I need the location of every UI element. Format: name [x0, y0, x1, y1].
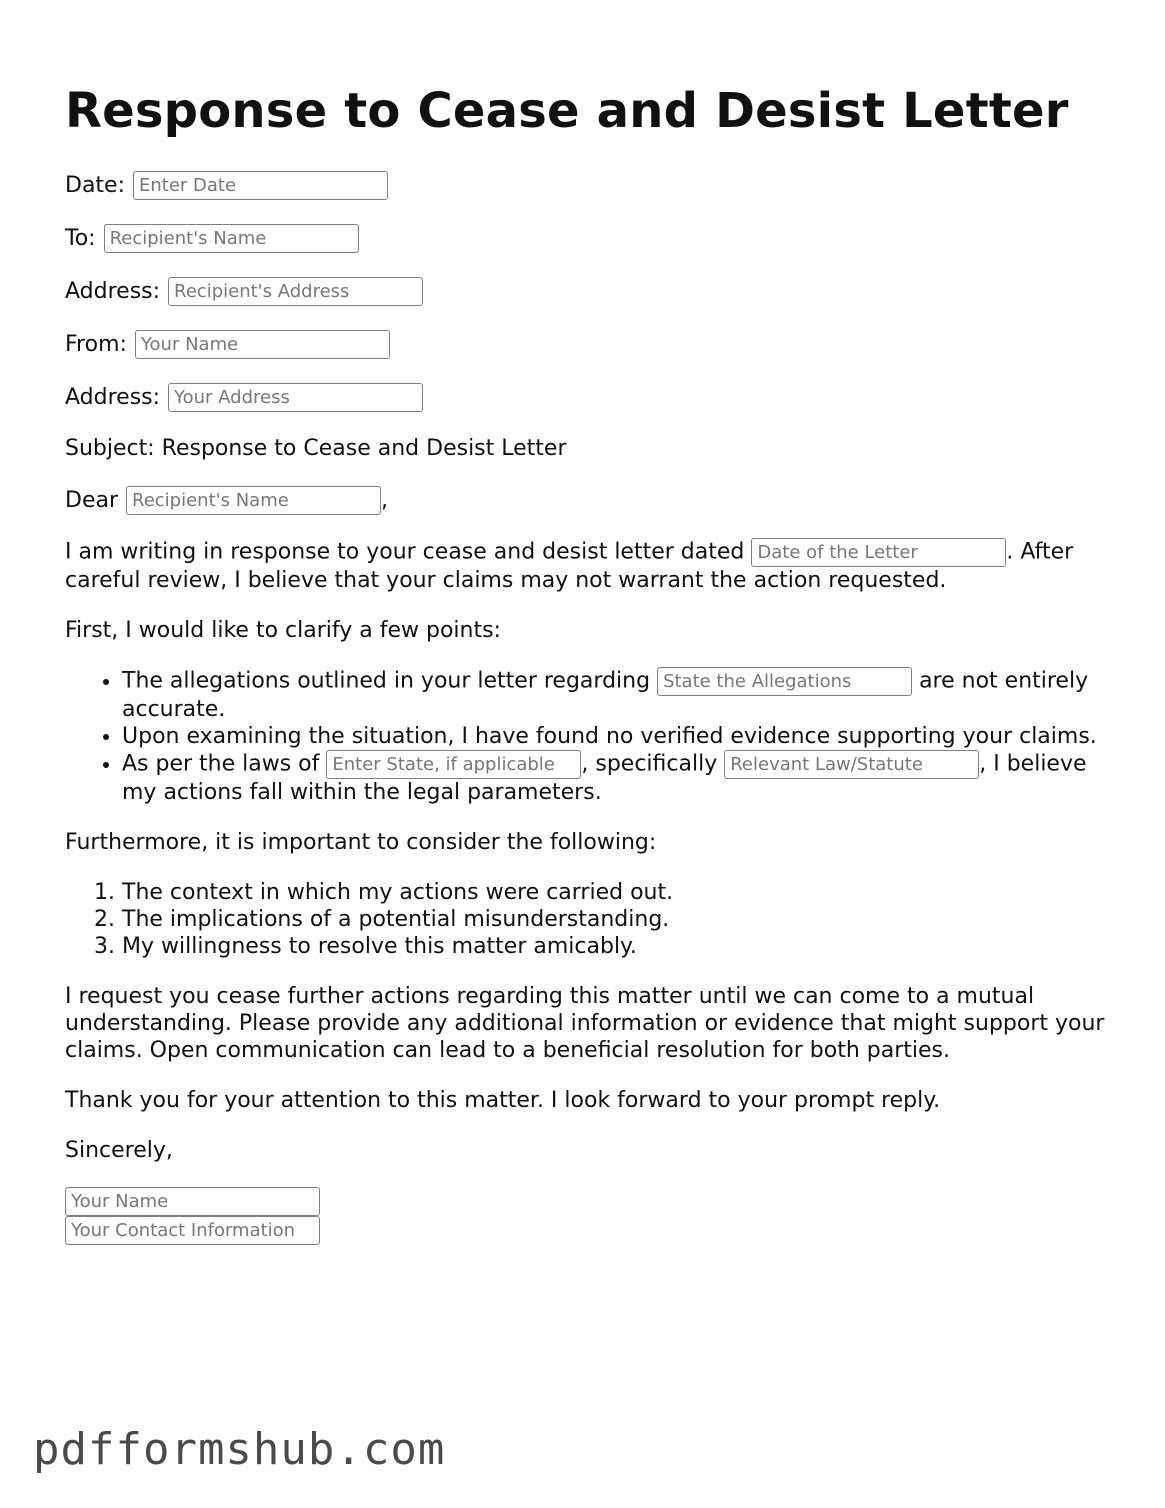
watermark: pdfformshub.com	[33, 1424, 446, 1475]
bullet1-after: are not entirely accurate.	[122, 668, 1089, 722]
date-input[interactable]	[133, 171, 388, 200]
list-item	[122, 667, 1115, 723]
greeting-dear: Dear	[65, 487, 119, 513]
list-item	[122, 750, 1115, 806]
to-row	[65, 223, 1115, 253]
bullet1-before: The allegations outlined in your letter regarding	[122, 668, 651, 694]
intro-paragraph	[65, 538, 1115, 594]
page-title: Response to Cease and Desist Letter	[65, 83, 1069, 139]
consider-intro: Furthermore, it is important to consider the following:	[65, 830, 657, 855]
recipient-address-label: Address:	[65, 278, 161, 304]
sender-address-row	[65, 382, 1115, 412]
recipient-address-row	[65, 276, 1115, 306]
list-item: 3. My willingness to resolve this matter amicably.	[122, 933, 1115, 960]
subject-line: Subject: Response to Cease and Desist Letter	[65, 436, 567, 461]
greeting-comma: ,	[381, 487, 389, 513]
recipient-name-input[interactable]	[104, 224, 359, 253]
intro-text-after: . After careful review, I believe that your claims may not warrant the action requested.	[65, 539, 1074, 593]
bullet3-before: As per the laws of	[122, 751, 320, 777]
recipient-address-input[interactable]	[168, 277, 423, 306]
consideration-list	[65, 879, 1115, 960]
closing: Sincerely,	[65, 1138, 173, 1163]
law-statute-input[interactable]	[724, 750, 979, 779]
to-label: To:	[65, 225, 96, 251]
bullet3-after: , I believe my actions fall within the legal parameters.	[122, 751, 1087, 805]
sender-address-label: Address:	[65, 384, 161, 410]
request-paragraph: I request you cease further actions regarding this matter until we can come to a mutual understanding. Please provide any additional information or evidence that might support your claims. Open communication can lead to a beneficial resolution for both parties.	[65, 984, 1105, 1063]
thanks-paragraph: Thank you for your attention to this matter. I look forward to your prompt reply.	[65, 1088, 941, 1113]
from-label: From:	[65, 331, 127, 357]
bullet3-mid: , specifically	[581, 751, 718, 777]
list-item: 2. The implications of a potential misunderstanding.	[122, 906, 1115, 933]
clarification-list	[65, 667, 1115, 806]
sender-name-input[interactable]	[135, 330, 390, 359]
greeting-name-input[interactable]	[126, 486, 381, 515]
state-input[interactable]	[326, 750, 581, 779]
intro-text-before: I am writing in response to your cease and desist letter dated	[65, 539, 745, 565]
clarify-intro: First, I would like to clarify a few points:	[65, 618, 501, 643]
date-row	[65, 170, 1115, 200]
list-item: • Upon examining the situation, I have found no verified evidence supporting your claims.	[122, 723, 1115, 750]
letter-page	[65, 80, 1115, 1245]
date-label: Date:	[65, 172, 125, 198]
letter-date-input[interactable]	[751, 538, 1006, 567]
contact-info-input[interactable]	[65, 1216, 320, 1245]
allegations-input[interactable]	[657, 667, 912, 696]
list-item: 1. The context in which my actions were carried out.	[122, 879, 1115, 906]
greeting-row	[65, 485, 1115, 515]
sender-address-input[interactable]	[168, 383, 423, 412]
signature-name-input[interactable]	[65, 1187, 320, 1216]
from-row	[65, 329, 1115, 359]
